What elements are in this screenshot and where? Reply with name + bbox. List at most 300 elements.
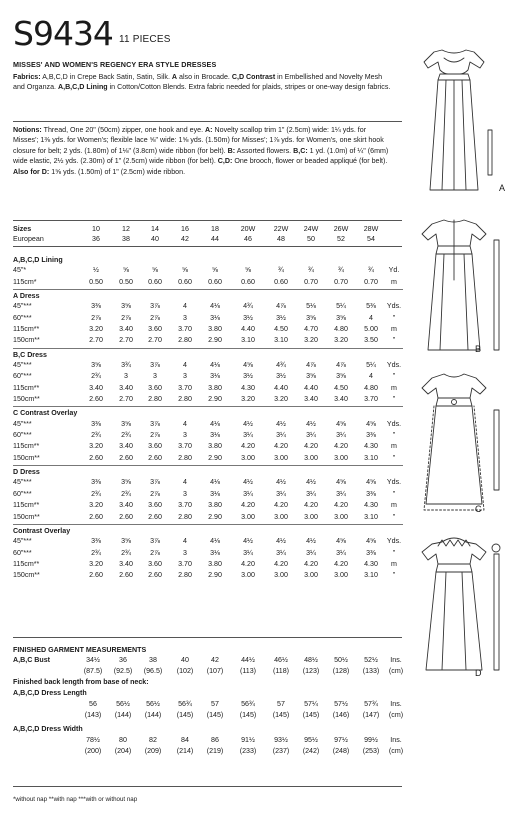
- table-cell: 4.20: [274, 501, 288, 510]
- table-row: [13, 489, 403, 500]
- unit: Yds.: [386, 537, 402, 546]
- table-cell: 3¼: [243, 548, 253, 557]
- table-cell: 3⅛: [210, 431, 220, 440]
- table-row: [13, 265, 403, 276]
- table-cell: 0.60: [274, 277, 288, 286]
- table-cell: 57½: [334, 700, 348, 708]
- table-cell: 4½: [306, 419, 316, 428]
- table-cell: 91½: [241, 736, 255, 744]
- row-label: 60"***: [13, 313, 32, 322]
- yardage-section: [13, 255, 403, 290]
- table-cell: 4⅝: [366, 537, 376, 546]
- table-cell: 42: [211, 656, 219, 664]
- table-cell: 4⅞: [276, 302, 286, 311]
- row-label: 150cm**: [13, 453, 40, 462]
- table-cell: (102): [176, 667, 194, 675]
- table-cell: (118): [272, 667, 290, 675]
- table-cell: 3.60: [148, 559, 162, 568]
- unit: (cm): [388, 667, 404, 675]
- yardage-section: [13, 467, 403, 525]
- table-cell: 52: [337, 234, 345, 243]
- divider: [13, 524, 403, 525]
- divider: [13, 246, 402, 247]
- table-cell: 0.70: [334, 277, 348, 286]
- table-cell: (144): [144, 711, 162, 719]
- table-cell: 2¾: [121, 489, 131, 498]
- table-cell: 2.60: [119, 512, 133, 521]
- table-cell: 42: [181, 234, 189, 243]
- table-cell: 3: [183, 489, 187, 498]
- table-cell: 0.60: [208, 277, 222, 286]
- table-cell: 22W: [273, 225, 289, 233]
- table-cell: (145): [272, 711, 290, 719]
- table-cell: 4½: [276, 419, 286, 428]
- table-cell: 3.00: [334, 571, 348, 580]
- unit: ": [392, 313, 396, 322]
- table-row: [13, 419, 403, 430]
- row-label: 150cm**: [13, 336, 40, 345]
- unit: (cm): [388, 711, 404, 719]
- row-label: 45"***: [13, 537, 32, 546]
- table-cell: 3¾: [121, 360, 131, 369]
- table-cell: 3⅝: [306, 313, 316, 322]
- yardage-section: [13, 526, 403, 582]
- table-cell: 4: [183, 537, 187, 546]
- dress-illustrations: [404, 40, 513, 800]
- fabrics-view: A,B,C,D Lining: [57, 83, 108, 92]
- table-cell: 3¼: [276, 489, 286, 498]
- table-cell: 3.20: [89, 501, 103, 510]
- table-cell: 44: [211, 234, 219, 243]
- bust-row-in: [13, 655, 408, 666]
- unit: ": [392, 548, 396, 557]
- unit: m: [391, 324, 397, 333]
- fabrics-text: in Cotton/Cotton Blends. Extra fabric needed for plaids, stripes or one-way design fabrics.: [107, 83, 391, 92]
- table-cell: ⅝: [212, 266, 218, 275]
- table-cell: 26W: [333, 225, 349, 233]
- table-cell: 4: [183, 419, 187, 428]
- table-cell: 93½: [274, 736, 288, 744]
- sizes-header: [13, 225, 403, 245]
- row-label: 45"***: [13, 302, 32, 311]
- view-label-b: B: [475, 344, 482, 354]
- table-cell: ¾: [368, 266, 374, 275]
- table-cell: 3⅜: [366, 489, 376, 498]
- section-title: A Dress: [13, 291, 40, 300]
- table-cell: 3⅞: [150, 419, 160, 428]
- table-cell: 3¼: [336, 431, 346, 440]
- table-cell: 4.50: [274, 324, 288, 333]
- row-label: 115cm**: [13, 383, 40, 392]
- notions-text: Assorted flowers.: [235, 146, 294, 155]
- row-label: 60"***: [13, 372, 32, 381]
- table-cell: 3½: [276, 313, 286, 322]
- table-cell: 4.30: [364, 559, 378, 568]
- row-label: 45"***: [13, 478, 32, 487]
- table-cell: 3.60: [148, 324, 162, 333]
- table-cell: 3: [183, 431, 187, 440]
- table-cell: 5¼: [336, 302, 346, 311]
- table-cell: 4⅛: [210, 537, 220, 546]
- table-cell: 3⅜: [91, 478, 101, 487]
- table-cell: 4.40: [304, 383, 318, 392]
- european-sizes-row: [13, 235, 403, 245]
- notions-text: Thread, One 20" (50cm) zipper, one hook and eye.: [41, 126, 206, 134]
- table-row: [13, 559, 403, 570]
- unit: Yds.: [386, 478, 402, 487]
- unit: ": [392, 395, 396, 404]
- table-cell: 3⅞: [150, 302, 160, 311]
- table-cell: (145): [239, 711, 257, 719]
- table-cell: 3⅛: [210, 489, 220, 498]
- table-cell: 36: [119, 656, 127, 664]
- view-c-dress-icon: [422, 374, 499, 510]
- table-cell: 3⅝: [336, 372, 346, 381]
- table-cell: 5¼: [366, 360, 376, 369]
- table-cell: 2.60: [89, 571, 103, 580]
- table-cell: 3.80: [208, 501, 222, 510]
- table-cell: 3.20: [304, 336, 318, 345]
- table-cell: 3.80: [208, 324, 222, 333]
- row-label: 60"***: [13, 489, 32, 498]
- table-cell: 4: [183, 360, 187, 369]
- length-row-in: [13, 699, 408, 710]
- table-cell: 3.40: [334, 395, 348, 404]
- table-cell: 2¾: [121, 431, 131, 440]
- table-cell: 4.20: [241, 501, 255, 510]
- unit: Ins.: [390, 656, 402, 664]
- table-cell: 3: [183, 313, 187, 322]
- table-cell: 4.20: [334, 559, 348, 568]
- table-cell: 3.70: [364, 395, 378, 404]
- table-cell: 5⅜: [366, 302, 376, 311]
- table-cell: 38: [122, 234, 130, 243]
- table-cell: 4.80: [364, 383, 378, 392]
- yardage-section: [13, 291, 403, 349]
- divider: [13, 406, 403, 407]
- table-cell: 57: [211, 700, 219, 708]
- table-cell: 3½: [243, 313, 253, 322]
- finished-measurements: [13, 645, 408, 757]
- table-cell: 14: [151, 225, 159, 233]
- table-cell: 4⅝: [243, 360, 253, 369]
- table-cell: 3⅜: [366, 431, 376, 440]
- table-cell: 3.80: [208, 559, 222, 568]
- table-cell: 48½: [304, 656, 318, 664]
- table-cell: 4⅝: [336, 478, 346, 487]
- table-cell: (209): [144, 747, 162, 755]
- width-row-in: [13, 735, 408, 746]
- table-cell: 4¾: [243, 302, 253, 311]
- table-cell: 28W: [363, 225, 379, 233]
- table-row: [13, 453, 403, 464]
- table-row: [13, 477, 403, 488]
- table-cell: 3¼: [336, 489, 346, 498]
- table-cell: ⅝: [245, 266, 251, 275]
- table-cell: 3.20: [334, 336, 348, 345]
- table-cell: 24W: [303, 225, 319, 233]
- table-cell: 3: [153, 372, 157, 381]
- table-cell: 4.20: [334, 501, 348, 510]
- dress-width-label: A,B,C,D Dress Width: [13, 725, 83, 733]
- table-cell: ⅝: [123, 266, 129, 275]
- table-cell: 2⅞: [150, 489, 160, 498]
- table-cell: 84: [181, 736, 189, 744]
- table-cell: 3⅝: [91, 360, 101, 369]
- table-cell: 3⅝: [121, 537, 131, 546]
- table-cell: 3.10: [364, 512, 378, 521]
- row-label: 150cm**: [13, 571, 40, 580]
- table-cell: 3: [183, 548, 187, 557]
- table-cell: 2.60: [119, 453, 133, 462]
- view-a-dress-icon: [424, 50, 492, 190]
- table-cell: 3.10: [364, 453, 378, 462]
- fabrics-text: in Embellished and Novelty Mesh and Organza.: [13, 73, 383, 92]
- table-cell: 4: [183, 302, 187, 311]
- table-cell: 4.20: [334, 442, 348, 451]
- table-cell: (144): [114, 711, 132, 719]
- table-cell: 4½: [243, 478, 253, 487]
- row-label: 60"***: [13, 431, 32, 440]
- table-cell: 3⅝: [306, 372, 316, 381]
- table-cell: 2.90: [208, 336, 222, 345]
- table-cell: 2¾: [91, 372, 101, 381]
- table-cell: 4.70: [304, 324, 318, 333]
- pattern-title: MISSES' AND WOMEN'S REGENCY ERA STYLE DRESSES: [13, 60, 217, 69]
- table-cell: (143): [84, 711, 102, 719]
- table-cell: 56¾: [241, 700, 255, 708]
- table-cell: 3¼: [306, 431, 316, 440]
- table-cell: 2.90: [208, 512, 222, 521]
- table-cell: 78½: [86, 736, 100, 744]
- unit: ": [392, 372, 396, 381]
- table-cell: 4⅝: [366, 419, 376, 428]
- table-row: [13, 570, 403, 581]
- table-cell: 2.90: [208, 453, 222, 462]
- table-cell: 2.60: [89, 453, 103, 462]
- table-cell: 4: [369, 372, 373, 381]
- row-label: 115cm**: [13, 559, 40, 568]
- table-cell: 4½: [276, 537, 286, 546]
- unit: Yds.: [386, 302, 402, 311]
- notions-text: 1⅝ yds. (1.50m) of 1" (2.5cm) wide ribbon.: [49, 167, 186, 176]
- table-cell: (87.5): [83, 667, 103, 675]
- table-cell: 3⅝: [121, 302, 131, 311]
- unit: Ins.: [390, 736, 402, 744]
- table-cell: 48: [277, 234, 285, 243]
- unit: ": [392, 489, 396, 498]
- view-label-a: A: [499, 183, 506, 193]
- table-cell: 4.80: [334, 324, 348, 333]
- table-cell: 38: [149, 656, 157, 664]
- unit: m: [391, 442, 397, 451]
- table-cell: 2.80: [178, 453, 192, 462]
- table-cell: 3⅝: [336, 313, 346, 322]
- table-cell: ¾: [278, 266, 284, 275]
- table-cell: 3.00: [274, 571, 288, 580]
- table-cell: 2⅞: [150, 313, 160, 322]
- table-cell: 4.30: [241, 383, 255, 392]
- table-cell: (145): [302, 711, 320, 719]
- table-cell: 4⅞: [306, 360, 316, 369]
- table-cell: 3.60: [148, 383, 162, 392]
- table-cell: 4⅛: [210, 419, 220, 428]
- table-cell: ⅝: [152, 266, 158, 275]
- table-cell: 3.70: [178, 442, 192, 451]
- table-cell: 3.40: [119, 383, 133, 392]
- divider: [13, 786, 402, 787]
- table-cell: 2.80: [178, 395, 192, 404]
- table-cell: 36: [92, 234, 100, 243]
- table-cell: 2.60: [89, 512, 103, 521]
- table-cell: 4.20: [274, 442, 288, 451]
- table-cell: 40: [181, 656, 189, 664]
- table-cell: 4⅝: [336, 537, 346, 546]
- table-cell: 3.00: [241, 571, 255, 580]
- table-cell: 2.60: [148, 453, 162, 462]
- table-cell: 86: [211, 736, 219, 744]
- unit: ": [392, 431, 396, 440]
- finished-heading: FINISHED GARMENT MEASUREMENTS: [13, 646, 147, 654]
- table-cell: 3.00: [304, 453, 318, 462]
- unit: m: [391, 383, 397, 392]
- table-cell: 16: [181, 225, 189, 233]
- table-cell: 3.00: [241, 512, 255, 521]
- pattern-number: S9434: [13, 14, 113, 53]
- row-label: 150cm**: [13, 512, 40, 521]
- view-label-c: C: [475, 504, 482, 514]
- table-cell: 4.20: [241, 442, 255, 451]
- table-cell: 80: [119, 736, 127, 744]
- row-label: 115cm**: [13, 501, 40, 510]
- table-cell: 2.70: [148, 336, 162, 345]
- table-cell: 3.10: [274, 336, 288, 345]
- yardage-section: [13, 350, 403, 408]
- table-cell: 2.70: [119, 395, 133, 404]
- table-cell: 2.70: [119, 336, 133, 345]
- table-cell: 3.20: [89, 442, 103, 451]
- notions-view: Also for D:: [13, 167, 50, 176]
- table-cell: 12: [122, 225, 130, 233]
- yardage-table: [13, 255, 403, 582]
- view-d-dress-icon: [422, 538, 500, 670]
- table-cell: 3⅜: [91, 302, 101, 311]
- table-cell: 3.10: [364, 571, 378, 580]
- fabrics-text: A,B,C,D in Crepe Back Satin, Satin, Silk.: [40, 73, 172, 81]
- table-cell: (248): [332, 747, 350, 755]
- unit: m: [391, 501, 397, 510]
- table-cell: 99½: [364, 736, 378, 744]
- table-cell: 4⅝: [366, 478, 376, 487]
- sizes-row: [13, 225, 403, 235]
- table-cell: 3.20: [89, 559, 103, 568]
- table-cell: 50½: [334, 656, 348, 664]
- table-cell: 2¾: [91, 489, 101, 498]
- table-cell: 3⅛: [210, 548, 220, 557]
- table-cell: (204): [114, 747, 132, 755]
- row-label: 45"***: [13, 360, 32, 369]
- table-cell: 3.00: [304, 571, 318, 580]
- row-label: 150cm**: [13, 395, 40, 404]
- table-cell: 3⅜: [91, 419, 101, 428]
- table-cell: 3.00: [241, 453, 255, 462]
- table-cell: 56½: [116, 700, 130, 708]
- table-cell: 3.00: [334, 512, 348, 521]
- table-cell: 2.60: [119, 571, 133, 580]
- table-cell: 0.60: [178, 277, 192, 286]
- table-cell: (219): [206, 747, 224, 755]
- notions-view: B:: [227, 146, 236, 155]
- table-cell: 3⅝: [121, 478, 131, 487]
- table-cell: ⅝: [182, 266, 188, 275]
- table-cell: 4: [369, 313, 373, 322]
- table-cell: 4.40: [241, 324, 255, 333]
- table-cell: 0.50: [119, 277, 133, 286]
- table-cell: 3¼: [243, 431, 253, 440]
- table-cell: ¾: [338, 266, 344, 275]
- table-cell: 4: [183, 478, 187, 487]
- table-cell: 0.60: [241, 277, 255, 286]
- table-row: [13, 335, 403, 346]
- table-cell: (107): [206, 667, 224, 675]
- notions-view: C,D:: [217, 157, 233, 166]
- row-label: 115cm**: [13, 324, 40, 333]
- table-cell: (92.5): [113, 667, 133, 675]
- table-row: [13, 324, 403, 335]
- table-cell: 5⅛: [306, 302, 316, 311]
- table-cell: 3.40: [119, 324, 133, 333]
- table-cell: 4⅝: [336, 419, 346, 428]
- table-cell: 2.90: [208, 571, 222, 580]
- divider: [13, 121, 402, 122]
- table-cell: 2.80: [148, 395, 162, 404]
- table-cell: 3.40: [119, 559, 133, 568]
- table-cell: 3¼: [336, 548, 346, 557]
- table-cell: 3.40: [119, 442, 133, 451]
- view-b-dress-icon: [422, 220, 499, 350]
- table-cell: (147): [362, 711, 380, 719]
- table-cell: 57¾: [364, 700, 378, 708]
- table-cell: 4½: [243, 537, 253, 546]
- table-cell: 95½: [304, 736, 318, 744]
- table-cell: (145): [206, 711, 224, 719]
- table-cell: 0.50: [89, 277, 103, 286]
- divider: [13, 220, 402, 221]
- table-cell: 2⅞: [91, 313, 101, 322]
- unit: m: [391, 559, 397, 568]
- unit: ": [392, 512, 396, 521]
- table-cell: 0.60: [148, 277, 162, 286]
- table-cell: 4⅞: [336, 360, 346, 369]
- table-cell: 2.60: [148, 571, 162, 580]
- table-cell: 2¾: [91, 548, 101, 557]
- table-cell: 5.00: [364, 324, 378, 333]
- table-row: [13, 441, 403, 452]
- unit: ": [392, 571, 396, 580]
- row-label: 115cm*: [13, 277, 37, 286]
- divider: [13, 637, 402, 638]
- table-cell: 3.00: [274, 453, 288, 462]
- table-cell: 3⅝: [121, 419, 131, 428]
- length-row-cm: [13, 710, 408, 721]
- unit: (cm): [388, 747, 404, 755]
- table-cell: 40: [151, 234, 159, 243]
- fabrics-paragraph: [13, 72, 393, 93]
- table-cell: 50: [307, 234, 315, 243]
- table-cell: 3.40: [89, 383, 103, 392]
- table-cell: 97½: [334, 736, 348, 744]
- table-row: [13, 500, 403, 511]
